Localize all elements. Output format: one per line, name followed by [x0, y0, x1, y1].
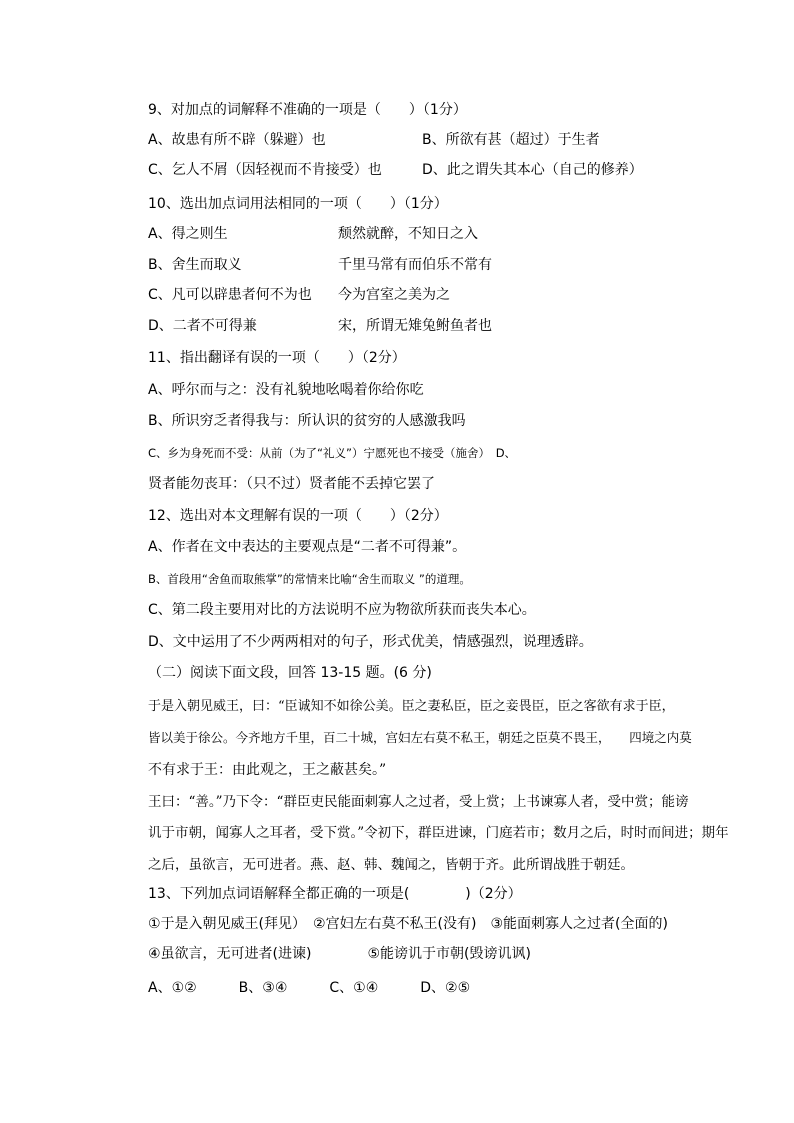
q10-row-b-left: B、舍生而取义 [148, 257, 242, 273]
q11-option-c: C、乡为身死而不受：从前（为了“礼义”）宁愿死也不接受（施舍） D、 [148, 446, 517, 460]
q11-option-b: B、所识穷乏者得我与：所认识的贫穷的人感激我吗 [148, 413, 466, 429]
passage-p1-line3: 不有求于王：由此观之，王之蔽甚矣。” [148, 762, 387, 778]
passage-p2-line1: 王曰：“善。”乃下令：“群臣吏民能面刺寡人之过者，受上赏；上书谏寡人者，受中赏；能谤 [148, 794, 689, 810]
q13-choices: A、①② B、③④ C、①④ D、②⑤ [148, 980, 471, 996]
q12-stem: 12、选出对本文理解有误的一项（ ）（2分） [148, 508, 448, 524]
passage-p1-line1: 于是入朝见威王，曰：“臣诚知不如徐公美。臣之妻私臣，臣之妾畏臣，臣之客欲有求于臣， [148, 699, 675, 714]
passage-p1-line2: 皆以美于徐公。今齐地方千里，百二十城，宫妇左右莫不私王，朝廷之臣莫不畏王， 四境之内莫 [148, 730, 692, 745]
q10-row-b-right: 千里马常有而伯乐不常有 [338, 257, 492, 273]
q12-option-d: D、文中运用了不少两两相对的句子，形式优美，情感强烈，说理透辟。 [148, 634, 593, 650]
q13-stem: 13、下列加点词语解释全都正确的一项是( )（2分） [148, 886, 522, 902]
q11-option-d: 贤者能勿丧耳：（只不过）贤者能不丢掉它罢了 [148, 476, 435, 492]
section2-heading: （二）阅读下面文段，回答 13-15 题。(6 分) [148, 665, 432, 681]
q10-row-d-right: 宋，所谓无雉兔鲋鱼者也 [338, 318, 492, 334]
q10-stem: 10、选出加点词用法相同的一项（ ）（1分） [148, 196, 448, 212]
q9-option-d: D、此之谓失其本心（自己的修养） [422, 162, 643, 178]
q13-items-line1: ①于是入朝见威王(拜见） ②宫妇左右莫不私王(没有) ③能面刺寡人之过者(全面的) [148, 916, 668, 932]
q12-option-b: B、首段用“舍鱼而取熊掌”的常情来比喻“舍生而取义 ”的道理。 [148, 572, 471, 586]
q11-stem: 11、指出翻译有误的一项（ ）（2分） [148, 350, 406, 366]
q10-row-a-left: A、得之则生 [148, 226, 228, 242]
q10-row-a-right: 颓然就醉，不知日之入 [338, 226, 478, 242]
q9-option-a: A、故患有所不辟（躲避）也 [148, 132, 326, 148]
q11-option-a: A、呼尔而与之：没有礼貌地吆喝着你给你吃 [148, 382, 424, 398]
passage-p2-line2: 讥于市朝，闻寡人之耳者，受下赏。”令初下，群臣进谏，门庭若市；数月之后，时时而间进；期年 [148, 825, 729, 841]
q12-option-c: C、第二段主要用对比的方法说明不应为物欲所获而丧失本心。 [148, 602, 536, 618]
q13-items-line2: ④虽欲言，无可进者(进谏) ⑤能谤讥于市朝(毁谤讥讽) [148, 946, 531, 962]
q10-row-c-right: 今为宫室之美为之 [338, 287, 450, 303]
q10-row-c-left: C、凡可以辟患者何不为也 [148, 287, 312, 303]
q9-option-b: B、所欲有甚（超过）于生者 [422, 132, 600, 148]
q10-row-d-left: D、二者不可得兼 [148, 318, 257, 334]
q9-stem: 9、对加点的词解释不准确的一项是（ ）（1分） [148, 102, 467, 118]
q9-option-c: C、乞人不屑（因轻视而不肯接受）也 [148, 162, 382, 178]
q12-option-a: A、作者在文中表达的主要观点是“二者不可得兼”。 [148, 539, 467, 555]
passage-p2-line3: 之后，虽欲言，无可进者。燕、赵、韩、魏闻之，皆朝于齐。此所谓战胜于朝廷。 [148, 857, 634, 873]
